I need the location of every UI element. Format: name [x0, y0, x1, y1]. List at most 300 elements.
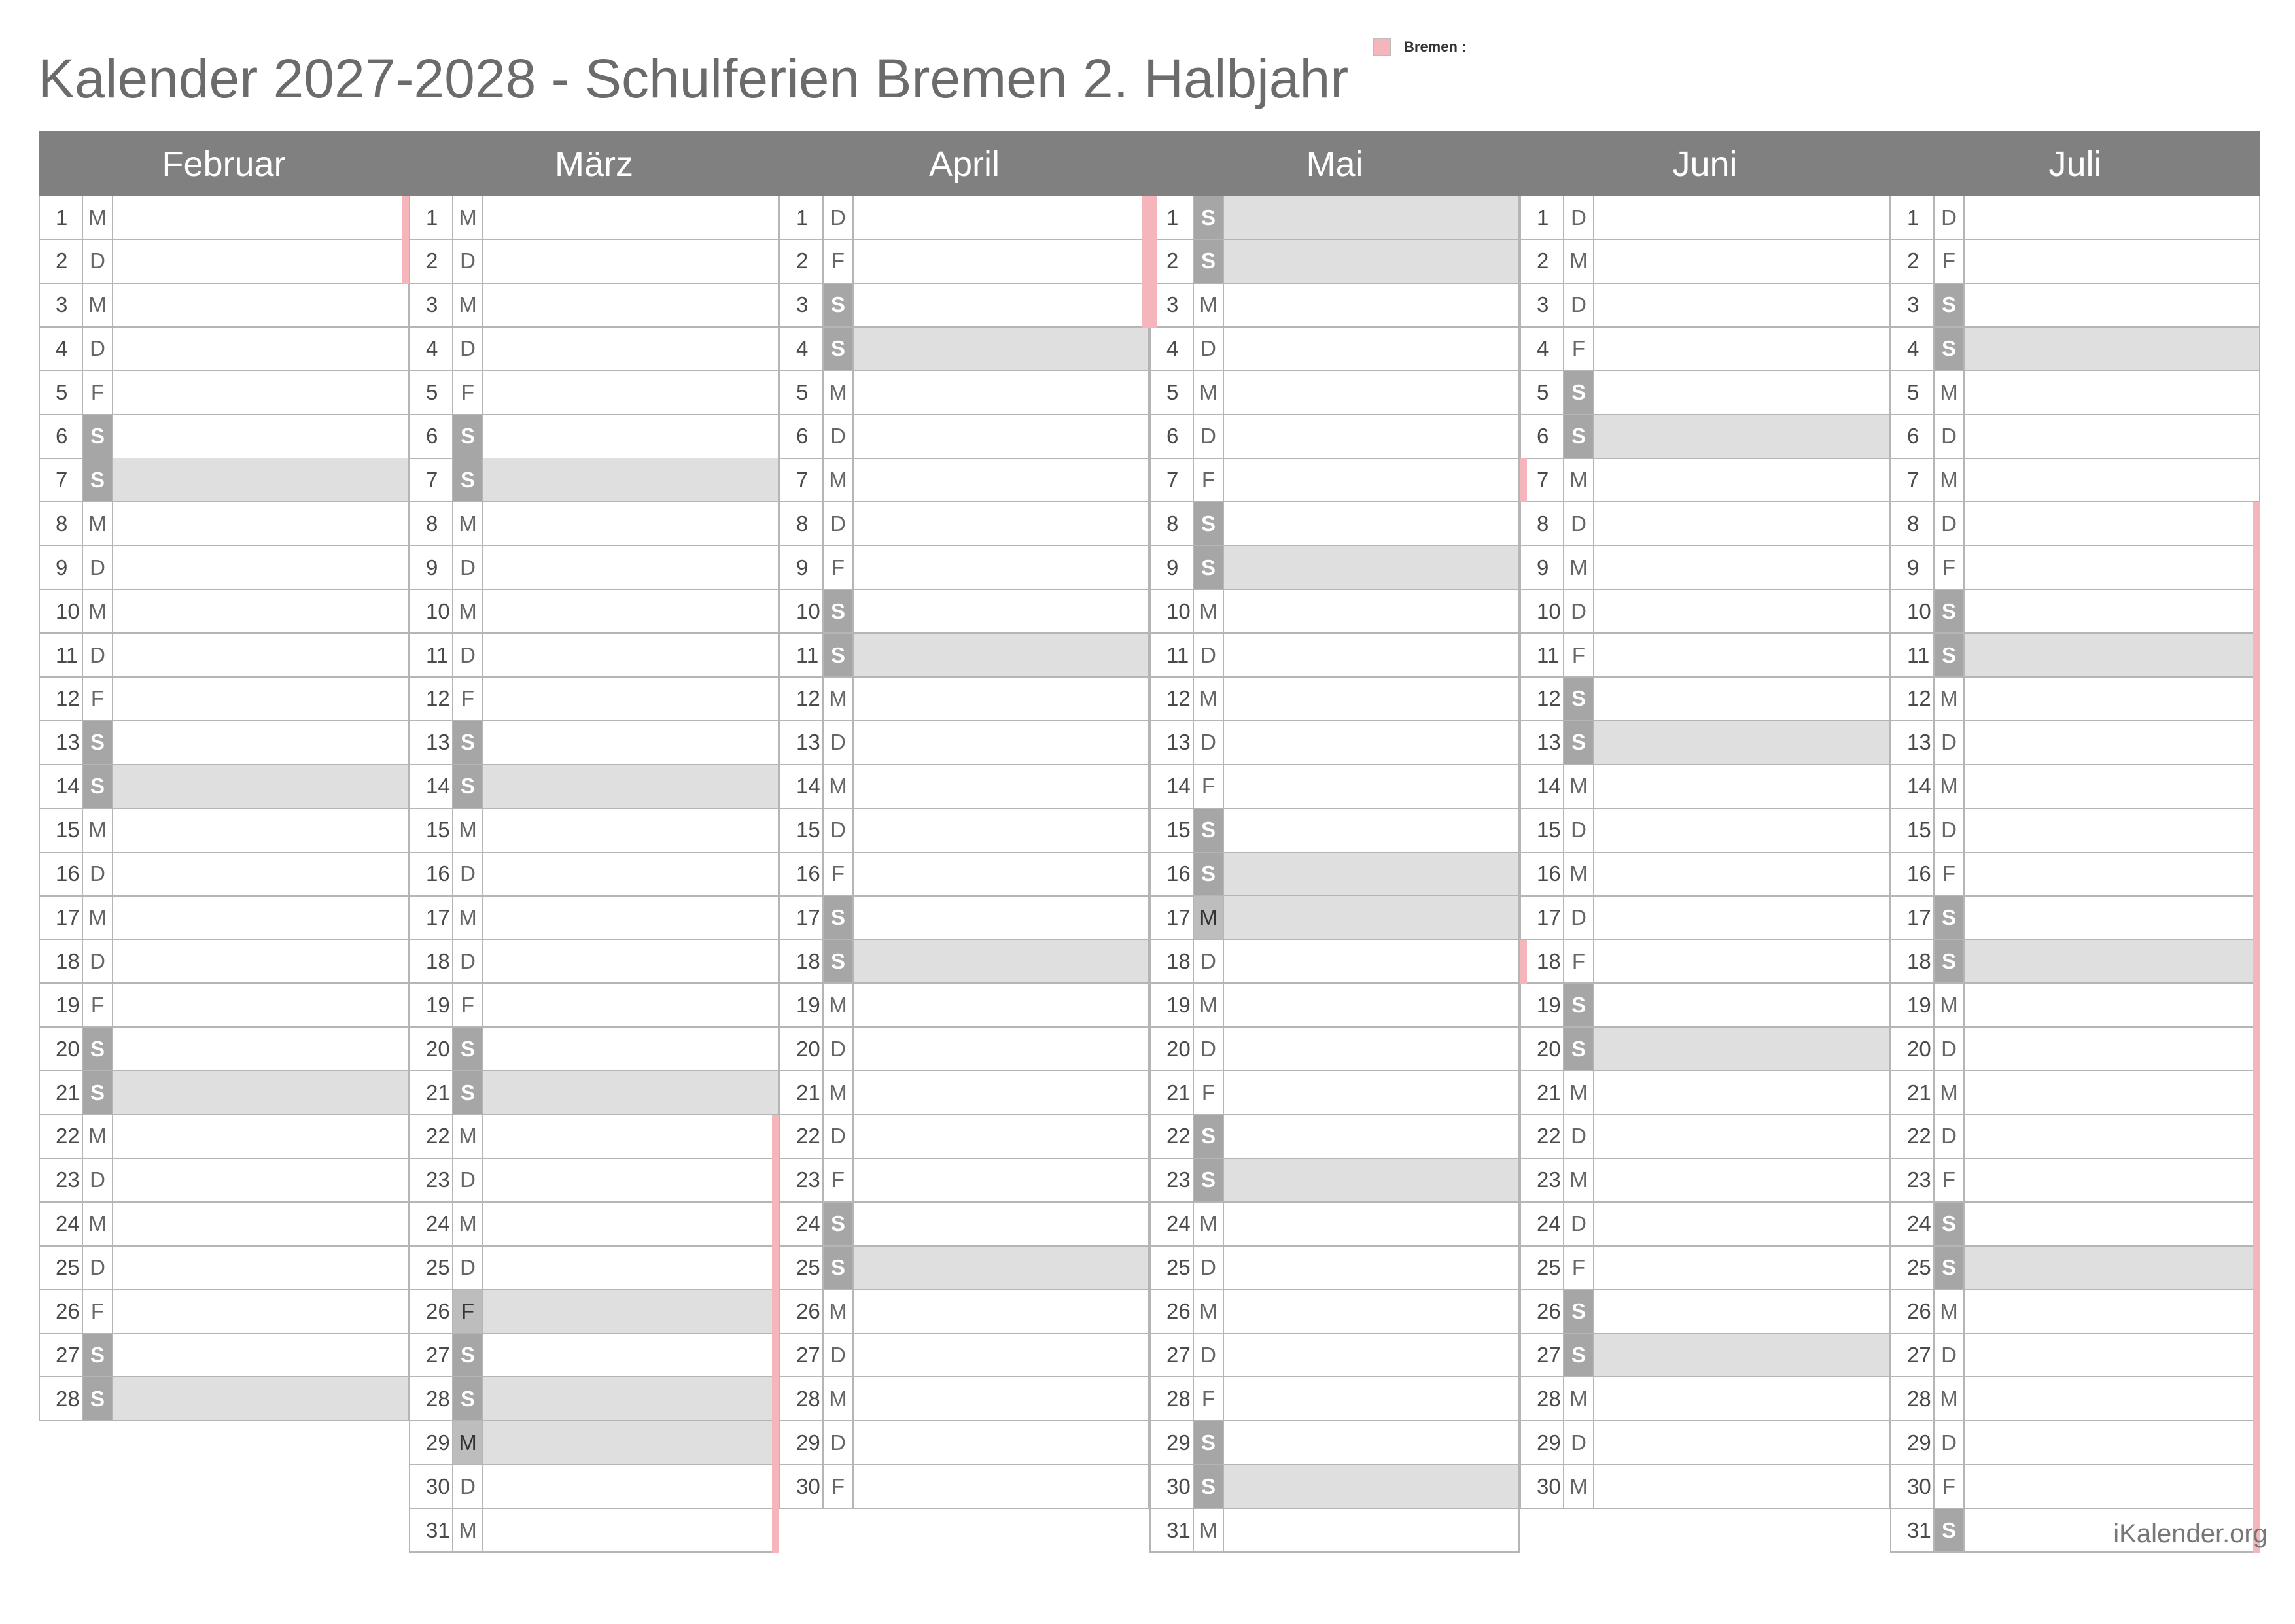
day-row: [1890, 415, 2260, 459]
weekday-letter: M: [1935, 1377, 1965, 1420]
day-note-area: [1594, 502, 1890, 545]
day-number: 17: [1890, 896, 1935, 939]
weekday-letter: F: [824, 240, 854, 283]
day-row: [1520, 284, 1890, 328]
day-note-area: [483, 415, 779, 458]
day-row: [779, 1115, 1149, 1159]
month-header: April: [779, 131, 1149, 196]
day-number: 13: [1890, 721, 1935, 764]
weekday-letter: M: [824, 678, 854, 720]
weekday-letter: D: [453, 1159, 483, 1201]
day-note-area: [1965, 458, 2260, 501]
day-note-area: [1594, 1377, 1890, 1420]
day-note-area: [854, 1115, 1149, 1158]
day-row: [39, 458, 409, 502]
day-number: 29: [1520, 1421, 1564, 1464]
day-note-area: [854, 1377, 1149, 1420]
day-number: 6: [39, 415, 83, 458]
month-column-4: [1149, 131, 1520, 1542]
weekday-letter: M: [824, 458, 854, 501]
weekday-letter: F: [1935, 853, 1965, 895]
day-number: 13: [39, 721, 83, 764]
weekday-letter: D: [83, 240, 113, 283]
weekday-letter: D: [824, 721, 854, 764]
weekday-letter: F: [1194, 765, 1224, 808]
day-number: 16: [39, 853, 83, 895]
day-note-area: [113, 1377, 409, 1420]
month-header: Mai: [1149, 131, 1520, 196]
weekday-letter: M: [1564, 458, 1594, 501]
weekday-letter: D: [1564, 1203, 1594, 1245]
weekday-letter: F: [1935, 1159, 1965, 1201]
weekday-letter: D: [453, 853, 483, 895]
day-note-area: [1965, 328, 2260, 370]
day-number: 4: [1520, 328, 1564, 370]
day-row: [1890, 765, 2260, 809]
weekday-letter: D: [1194, 1334, 1224, 1376]
weekday-letter: S: [1194, 196, 1224, 239]
weekday-letter: S: [824, 1247, 854, 1289]
day-note-area: [854, 984, 1149, 1026]
day-row: [39, 328, 409, 371]
day-note-area: [1594, 546, 1890, 589]
weekday-letter: D: [453, 940, 483, 982]
weekday-letter: F: [1564, 634, 1594, 676]
day-row: [1890, 284, 2260, 328]
day-number: 27: [409, 1334, 453, 1376]
day-number: 16: [1890, 853, 1935, 895]
day-note-area: [113, 196, 409, 239]
day-row: [39, 765, 409, 809]
day-number: 5: [409, 371, 453, 414]
weekday-letter: S: [1194, 546, 1224, 589]
day-note-area: [483, 896, 779, 939]
day-number: 9: [1520, 546, 1564, 589]
month-header: Juni: [1520, 131, 1890, 196]
weekday-letter: F: [453, 678, 483, 720]
day-row: [1520, 590, 1890, 634]
day-row: [779, 984, 1149, 1028]
weekday-letter: D: [1935, 1334, 1965, 1376]
day-row: [1890, 458, 2260, 502]
day-note-area: [1594, 328, 1890, 370]
day-row: [409, 853, 779, 897]
day-row: [1520, 984, 1890, 1028]
weekday-letter: F: [1564, 940, 1594, 982]
day-note-area: [1965, 502, 2260, 545]
day-note-area: [1965, 1290, 2260, 1333]
day-note-area: [1224, 1203, 1520, 1245]
day-number: 10: [409, 590, 453, 632]
day-note-area: [1594, 984, 1890, 1026]
day-row: [39, 371, 409, 415]
day-note-area: [483, 284, 779, 326]
day-row: [409, 1421, 779, 1465]
day-number: 17: [1520, 896, 1564, 939]
weekday-letter: M: [83, 1203, 113, 1245]
weekday-letter: D: [1194, 721, 1224, 764]
day-number: 26: [39, 1290, 83, 1333]
day-row: [1890, 1115, 2260, 1159]
weekday-letter: F: [83, 984, 113, 1026]
day-note-area: [1224, 896, 1520, 939]
day-note-area: [483, 1509, 779, 1551]
day-row: [1520, 371, 1890, 415]
day-number: 3: [1890, 284, 1935, 326]
day-number: 19: [1520, 984, 1564, 1026]
school-holiday-marker: [772, 1115, 779, 1553]
day-note-area: [113, 678, 409, 720]
weekday-letter: F: [83, 371, 113, 414]
day-note-area: [1224, 984, 1520, 1026]
weekday-letter: S: [1564, 1334, 1594, 1376]
day-note-area: [854, 721, 1149, 764]
weekday-letter: S: [824, 284, 854, 326]
day-number: 28: [1520, 1377, 1564, 1420]
day-note-area: [1224, 809, 1520, 852]
day-note-area: [483, 1115, 779, 1158]
weekday-letter: F: [1194, 458, 1224, 501]
day-row: [39, 984, 409, 1028]
day-number: 20: [1890, 1028, 1935, 1070]
day-note-area: [113, 1159, 409, 1201]
day-number: 18: [779, 940, 824, 982]
weekday-letter: D: [1935, 721, 1965, 764]
day-row: [1890, 984, 2260, 1028]
day-number: 25: [779, 1247, 824, 1289]
day-note-area: [1594, 284, 1890, 326]
weekday-letter: S: [1194, 1465, 1224, 1508]
weekday-letter: M: [1935, 984, 1965, 1026]
day-number: 6: [1149, 415, 1194, 458]
day-number: 15: [1520, 809, 1564, 852]
day-number: 25: [1149, 1247, 1194, 1289]
day-note-area: [1224, 1028, 1520, 1070]
weekday-letter: S: [1194, 502, 1224, 545]
day-row: [39, 415, 409, 459]
day-note-area: [483, 371, 779, 414]
day-row: [1890, 1465, 2260, 1509]
weekday-letter: M: [1564, 853, 1594, 895]
day-number: 31: [1149, 1509, 1194, 1551]
day-note-area: [1224, 1509, 1520, 1551]
weekday-letter: D: [1564, 1115, 1594, 1158]
weekday-letter: S: [1935, 1509, 1965, 1551]
day-row: [1149, 1334, 1520, 1377]
weekday-letter: D: [83, 1247, 113, 1289]
weekday-letter: S: [1564, 984, 1594, 1026]
day-number: 21: [409, 1071, 453, 1114]
day-note-area: [483, 1377, 779, 1420]
day-row: [779, 896, 1149, 940]
day-number: 6: [779, 415, 824, 458]
day-note-area: [1594, 809, 1890, 852]
month-header: Februar: [39, 131, 409, 196]
day-number: 3: [409, 284, 453, 326]
day-number: 15: [1890, 809, 1935, 852]
day-note-area: [113, 1028, 409, 1070]
day-note-area: [483, 458, 779, 501]
day-row: [39, 853, 409, 897]
day-note-area: [1965, 371, 2260, 414]
day-row: [779, 1203, 1149, 1247]
day-note-area: [113, 284, 409, 326]
weekday-letter: M: [1564, 546, 1594, 589]
day-row: [1890, 1377, 2260, 1421]
day-note-area: [1224, 721, 1520, 764]
weekday-letter: D: [824, 809, 854, 852]
day-row: [39, 634, 409, 678]
day-note-area: [483, 1465, 779, 1508]
day-row: [779, 1071, 1149, 1115]
day-row: [409, 240, 779, 284]
day-number: 4: [409, 328, 453, 370]
weekday-letter: D: [824, 1028, 854, 1070]
day-row: [1149, 240, 1520, 284]
day-note-area: [113, 502, 409, 545]
day-note-area: [113, 458, 409, 501]
day-number: 11: [409, 634, 453, 676]
weekday-letter: D: [1935, 415, 1965, 458]
calendar-grid: [39, 131, 2261, 1551]
day-note-area: [1965, 196, 2260, 239]
day-note-area: [1224, 1421, 1520, 1464]
day-number: 20: [409, 1028, 453, 1070]
day-note-area: [1965, 415, 2260, 458]
day-note-area: [854, 853, 1149, 895]
month-header: März: [409, 131, 779, 196]
day-number: 12: [39, 678, 83, 720]
day-note-area: [1594, 896, 1890, 939]
day-row: [1520, 809, 1890, 853]
day-row: [1520, 1115, 1890, 1159]
day-note-area: [1965, 853, 2260, 895]
day-row: [1520, 1247, 1890, 1290]
day-row: [409, 546, 779, 590]
day-number: 1: [1890, 196, 1935, 239]
day-number: 14: [1890, 765, 1935, 808]
day-number: 20: [1520, 1028, 1564, 1070]
day-note-area: [1965, 896, 2260, 939]
day-row: [1149, 721, 1520, 765]
day-note-area: [1594, 1028, 1890, 1070]
day-number: 28: [1890, 1377, 1935, 1420]
day-number: 27: [1149, 1334, 1194, 1376]
weekday-letter: D: [1935, 1115, 1965, 1158]
day-row: [409, 502, 779, 546]
weekday-letter: S: [453, 765, 483, 808]
day-note-area: [113, 1290, 409, 1333]
day-row: [779, 371, 1149, 415]
day-number: 6: [1890, 415, 1935, 458]
day-row: [1520, 546, 1890, 590]
day-number: 22: [39, 1115, 83, 1158]
weekday-letter: M: [1194, 1509, 1224, 1551]
weekday-letter: S: [453, 1028, 483, 1070]
weekday-letter: S: [453, 1377, 483, 1420]
day-note-area: [1224, 1071, 1520, 1114]
day-number: 31: [409, 1509, 453, 1551]
day-note-area: [483, 809, 779, 852]
weekday-letter: F: [83, 678, 113, 720]
day-note-area: [854, 590, 1149, 632]
day-number: 22: [779, 1115, 824, 1158]
day-row: [409, 1203, 779, 1247]
day-row: [409, 1071, 779, 1115]
weekday-letter: M: [824, 1290, 854, 1333]
day-row: [1149, 284, 1520, 328]
day-number: 15: [779, 809, 824, 852]
day-note-area: [483, 590, 779, 632]
day-note-area: [113, 1247, 409, 1289]
day-row: [1520, 853, 1890, 897]
day-number: 2: [779, 240, 824, 283]
day-row: [1149, 328, 1520, 371]
day-number: 24: [1149, 1203, 1194, 1245]
weekday-letter: M: [453, 284, 483, 326]
day-number: 22: [1520, 1115, 1564, 1158]
day-number: 11: [779, 634, 824, 676]
school-holiday-marker: [1149, 196, 1157, 328]
school-holiday-marker: [2253, 502, 2260, 1553]
day-number: 29: [1149, 1421, 1194, 1464]
weekday-letter: F: [1564, 328, 1594, 370]
day-row: [1520, 1159, 1890, 1203]
weekday-letter: D: [453, 240, 483, 283]
weekday-letter: S: [824, 940, 854, 982]
weekday-letter: D: [1194, 634, 1224, 676]
day-number: 11: [1149, 634, 1194, 676]
day-number: 8: [779, 502, 824, 545]
day-note-area: [1594, 678, 1890, 720]
weekday-letter: M: [83, 809, 113, 852]
day-row: [409, 196, 779, 240]
day-row: [1890, 328, 2260, 371]
day-note-area: [483, 1290, 779, 1333]
day-number: 8: [39, 502, 83, 545]
day-number: 20: [39, 1028, 83, 1070]
weekday-letter: M: [1935, 765, 1965, 808]
weekday-letter: D: [83, 546, 113, 589]
day-row: [39, 1290, 409, 1334]
weekday-letter: D: [1564, 284, 1594, 326]
day-row: [39, 940, 409, 984]
weekday-letter: S: [1935, 940, 1965, 982]
day-note-area: [113, 721, 409, 764]
day-number: 21: [39, 1071, 83, 1114]
day-number: 14: [1149, 765, 1194, 808]
day-note-area: [1594, 634, 1890, 676]
day-number: 29: [779, 1421, 824, 1464]
weekday-letter: D: [1935, 1421, 1965, 1464]
day-note-area: [1965, 721, 2260, 764]
day-row: [779, 196, 1149, 240]
day-row: [1890, 546, 2260, 590]
day-number: 3: [779, 284, 824, 326]
day-row: [39, 896, 409, 940]
day-row: [1890, 240, 2260, 284]
day-row: [409, 678, 779, 721]
day-note-area: [483, 1334, 779, 1376]
day-row: [1149, 196, 1520, 240]
day-note-area: [483, 634, 779, 676]
day-number: 4: [1149, 328, 1194, 370]
day-number: 28: [1149, 1377, 1194, 1420]
weekday-letter: M: [453, 590, 483, 632]
day-number: 24: [1890, 1203, 1935, 1245]
day-note-area: [113, 940, 409, 982]
day-note-area: [1224, 546, 1520, 589]
weekday-letter: S: [824, 1203, 854, 1245]
day-number: 19: [409, 984, 453, 1026]
weekday-letter: S: [83, 1334, 113, 1376]
day-row: [1149, 1247, 1520, 1290]
day-note-area: [1224, 284, 1520, 326]
day-number: 1: [39, 196, 83, 239]
day-row: [1890, 721, 2260, 765]
day-number: 15: [1149, 809, 1194, 852]
day-row: [409, 415, 779, 459]
day-note-area: [854, 896, 1149, 939]
day-row: [779, 240, 1149, 284]
day-row: [1890, 1421, 2260, 1465]
day-row: [409, 1509, 779, 1553]
month-header: Juli: [1890, 131, 2260, 196]
day-row: [1149, 1028, 1520, 1071]
day-number: 1: [409, 196, 453, 239]
day-row: [39, 1159, 409, 1203]
day-number: 30: [1890, 1465, 1935, 1508]
day-row: [1149, 1509, 1520, 1553]
day-number: 23: [1149, 1159, 1194, 1201]
day-note-area: [113, 371, 409, 414]
day-note-area: [483, 328, 779, 370]
day-number: 7: [1890, 458, 1935, 501]
day-row: [409, 328, 779, 371]
day-note-area: [1965, 1115, 2260, 1158]
day-note-area: [483, 502, 779, 545]
day-note-area: [1224, 1159, 1520, 1201]
day-number: 16: [779, 853, 824, 895]
day-note-area: [1594, 371, 1890, 414]
day-number: 13: [1520, 721, 1564, 764]
day-row: [39, 1334, 409, 1377]
day-row: [779, 678, 1149, 721]
weekday-letter: F: [1935, 240, 1965, 283]
day-number: 17: [409, 896, 453, 939]
day-row: [39, 196, 409, 240]
day-row: [39, 502, 409, 546]
day-number: 2: [1520, 240, 1564, 283]
day-note-area: [113, 1203, 409, 1245]
day-row: [1149, 590, 1520, 634]
weekday-letter: M: [453, 896, 483, 939]
day-note-area: [1965, 1377, 2260, 1420]
weekday-letter: S: [1194, 1159, 1224, 1201]
day-note-area: [483, 1159, 779, 1201]
day-number: 4: [1890, 328, 1935, 370]
day-note-area: [1224, 1247, 1520, 1289]
day-number: 3: [1149, 284, 1194, 326]
day-number: 9: [409, 546, 453, 589]
day-note-area: [1224, 415, 1520, 458]
day-number: 24: [779, 1203, 824, 1245]
day-row: [1520, 765, 1890, 809]
day-number: 20: [779, 1028, 824, 1070]
day-note-area: [1594, 940, 1890, 982]
day-row: [1890, 1159, 2260, 1203]
day-row: [409, 765, 779, 809]
